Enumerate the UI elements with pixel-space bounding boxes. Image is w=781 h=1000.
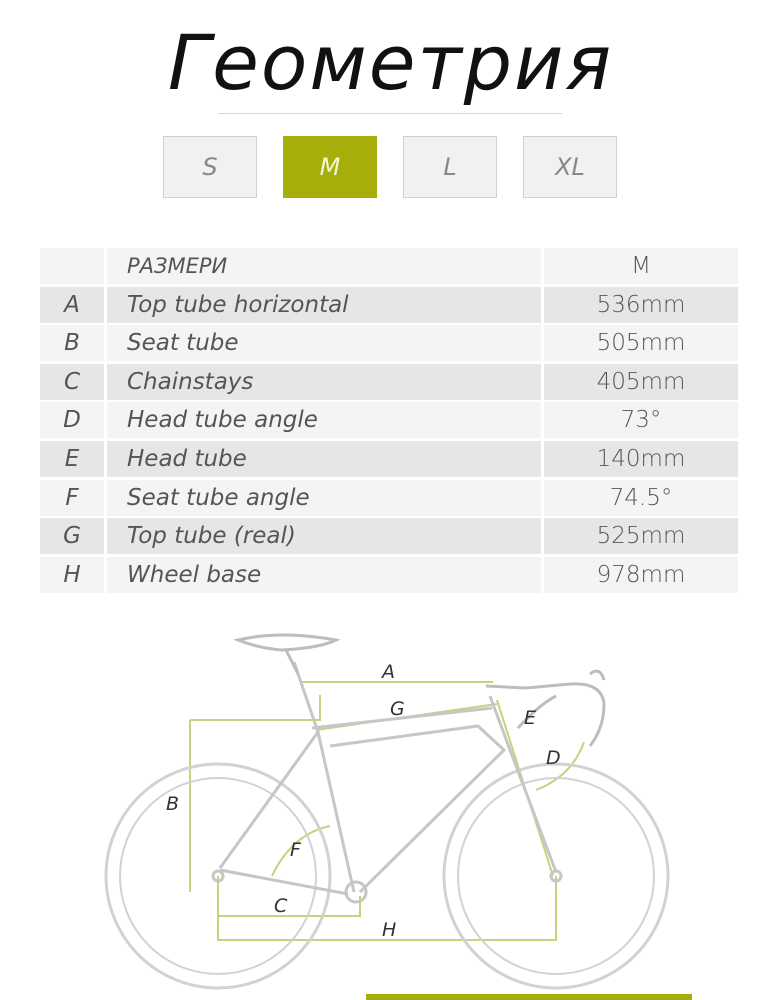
label-f: F xyxy=(290,839,301,861)
row-name: Chainstays xyxy=(107,364,541,400)
row-name: Top tube horizontal xyxy=(107,287,541,323)
size-tab-l[interactable]: L xyxy=(403,136,497,198)
row-name: Top tube (real) xyxy=(107,518,541,554)
size-selector xyxy=(0,136,781,200)
label-g: G xyxy=(390,698,405,720)
seat-tube xyxy=(294,662,354,892)
row-name: Seat tube xyxy=(107,325,541,361)
bike-geometry-diagram xyxy=(0,600,781,1000)
page-title: Геометрия xyxy=(167,18,614,107)
table-row xyxy=(40,441,738,480)
row-name: Wheel base xyxy=(107,557,541,593)
title-divider xyxy=(218,113,562,114)
row-value: 536mm xyxy=(544,287,738,323)
saddle xyxy=(238,635,336,650)
row-value: 525mm xyxy=(544,518,738,554)
row-value: 73° xyxy=(544,402,738,438)
bottom-bracket xyxy=(346,882,366,902)
row-name: Head tube angle xyxy=(107,402,541,438)
label-d: D xyxy=(546,747,561,769)
table-header-row xyxy=(40,248,738,287)
label-b: B xyxy=(166,793,180,815)
seat-stay xyxy=(220,732,318,868)
label-a: A xyxy=(382,661,395,683)
label-h: H xyxy=(382,919,397,941)
row-value: 74.5° xyxy=(544,480,738,516)
row-name: Head tube xyxy=(107,441,541,477)
header-letter-cell xyxy=(40,248,104,284)
row-value: 405mm xyxy=(544,364,738,400)
table-row xyxy=(40,557,738,596)
size-tab-m[interactable]: M xyxy=(283,136,377,198)
table-row xyxy=(40,480,738,519)
row-value: 140mm xyxy=(544,441,738,477)
handlebar-drop xyxy=(570,684,604,746)
size-tab-s[interactable]: S xyxy=(163,136,257,198)
seat-tube-guide xyxy=(190,695,320,720)
stem xyxy=(486,684,570,688)
row-letter: E xyxy=(40,441,104,477)
header-name-cell: РАЗМЕРИ xyxy=(107,248,541,284)
frame xyxy=(213,662,561,902)
table-row xyxy=(40,325,738,364)
label-c: C xyxy=(274,895,288,917)
row-letter: G xyxy=(40,518,104,554)
header-size-cell: M xyxy=(544,248,738,284)
bottom-accent-bar xyxy=(366,994,692,1000)
row-letter: B xyxy=(40,325,104,361)
row-letter: H xyxy=(40,557,104,593)
table-row xyxy=(40,364,738,403)
row-letter: F xyxy=(40,480,104,516)
table-row xyxy=(40,518,738,557)
row-letter: C xyxy=(40,364,104,400)
table-row xyxy=(40,402,738,441)
row-name: Seat tube angle xyxy=(107,480,541,516)
label-e: E xyxy=(524,707,537,729)
down-tube xyxy=(330,726,504,892)
geometry-table xyxy=(40,248,738,595)
table-row xyxy=(40,287,738,326)
brake-hood xyxy=(590,671,604,680)
row-letter: D xyxy=(40,402,104,438)
cockpit xyxy=(238,635,604,746)
row-value: 978mm xyxy=(544,557,738,593)
seat-post xyxy=(286,650,298,674)
row-letter: A xyxy=(40,287,104,323)
row-value: 505mm xyxy=(544,325,738,361)
size-tab-xl[interactable]: XL xyxy=(523,136,617,198)
